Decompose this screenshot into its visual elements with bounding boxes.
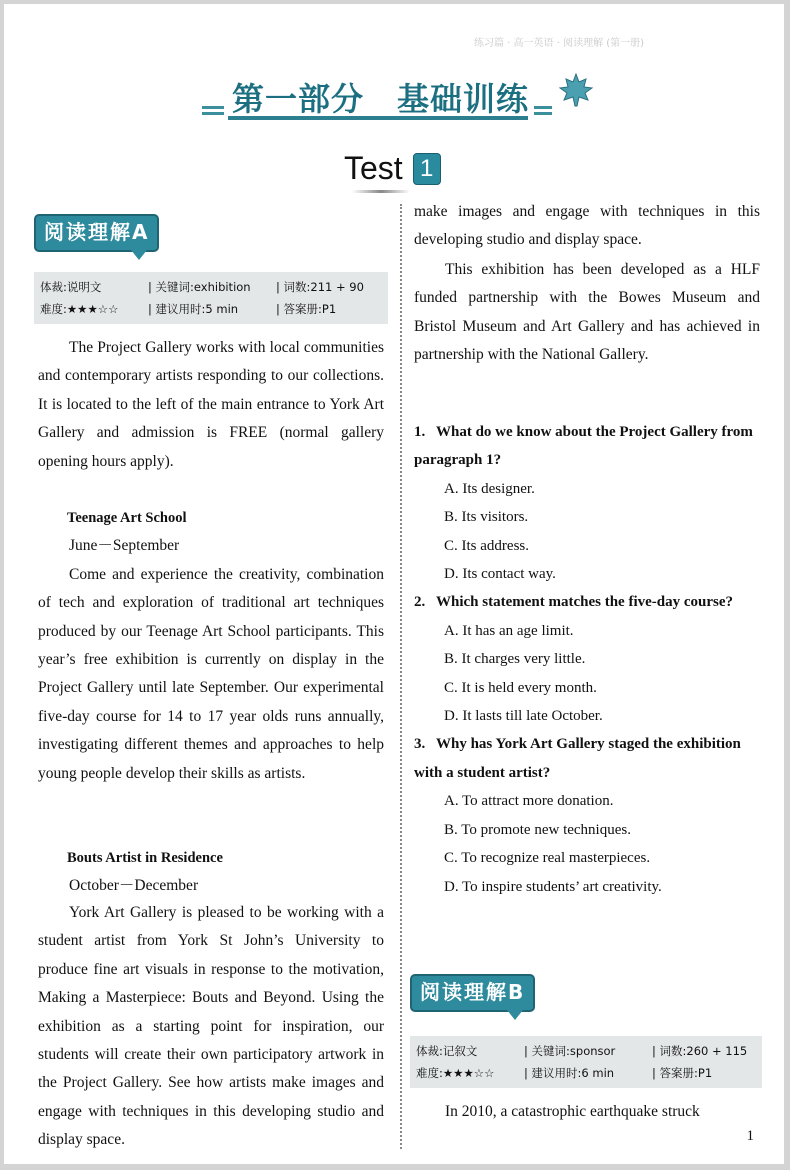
section-b-text: [414, 1098, 760, 1126]
keyword: | 关键词:sponsor: [524, 1044, 616, 1058]
test-heading: [344, 150, 441, 187]
left-column: [38, 334, 384, 901]
option-a[interactable]: A. To attract more donation.: [444, 793, 614, 810]
question-3: [414, 730, 760, 900]
question-number: 1.: [414, 424, 426, 440]
test-label: Test: [344, 150, 403, 186]
option-c[interactable]: C. It is held every month.: [444, 679, 597, 696]
date-range-1: June－September: [69, 537, 180, 555]
option-a[interactable]: A. Its designer.: [444, 480, 535, 497]
date-range-2: October－December: [69, 877, 199, 895]
questions: [414, 418, 760, 901]
info-box-b: [410, 1036, 762, 1088]
page-number: 1: [746, 1128, 754, 1144]
test-number-badge: 1: [413, 153, 441, 185]
difficulty-rating: 难度:★★★☆☆: [416, 1066, 495, 1080]
paragraph-3-continued: make images and engage with techniques in this developing studio and display space.: [414, 203, 760, 249]
word-count: | 词数:211 + 90: [276, 280, 364, 294]
option-c[interactable]: C. To recognize real masterpieces.: [444, 850, 651, 867]
textbook-page: [4, 4, 784, 1164]
keyword: | 关键词:exhibition: [148, 280, 251, 294]
option-b[interactable]: B. Its visitors.: [444, 509, 529, 526]
option-a[interactable]: A. It has an age limit.: [444, 622, 574, 639]
suggested-time: | 建议用时:6 min: [524, 1066, 615, 1080]
question-text: Which statement matches the five-day course?: [436, 594, 734, 611]
question-number: 3.: [414, 736, 426, 753]
part-title: 第一部分 基础训练: [232, 80, 530, 118]
running-head: 练习篇 · 高一英语 · 阅读理解 (第一册): [474, 38, 645, 49]
maple-leaf-icon: [558, 72, 594, 108]
subheading-bouts-artist: Bouts Artist in Residence: [67, 849, 223, 866]
test-underline: [352, 190, 410, 193]
option-c[interactable]: C. Its address.: [444, 537, 529, 554]
suggested-time: | 建议用时:5 min: [148, 302, 239, 316]
paragraph-2: Come and experience the creativity, combination of tech and exploration of traditional art techniques produced by our Teenage Art School participants. This year’s free exhibition is currently on display in the Project Gallery until late September. Our experimental five-day course for 14 to 17 year olds runs annually, investigating different themes and approaches to help young people develop their skills as artists.: [38, 565, 384, 782]
paragraph-3: York Art Gallery is pleased to be working with a student artist from York St John’s University to produce fine art visuals in response to the motivation, Making a Masterpiece: Bouts and Beyond. Using the exhibition as a starting point for inspiration, our students will create their own participatory artwork in the Project Gallery. See how artists make images and engage with techniques in this developing studio and display space.: [38, 904, 384, 1149]
subheading-teenage-art-school: Teenage Art School: [67, 510, 187, 526]
question-1: [414, 418, 760, 588]
question-number: 2.: [414, 594, 426, 611]
section-b-paragraph-1: In 2010, a catastrophic earthquake struck: [445, 1103, 700, 1120]
option-b[interactable]: B. It charges very little.: [444, 651, 586, 668]
genre: 体裁:说明文: [40, 280, 102, 294]
paragraph-1: The Project Gallery works with local communities and contemporary artists responding to our collections. It is located to the left of the main entrance to York Art Gallery and admission is FREE (normal gallery opening hours apply).: [38, 339, 384, 470]
difficulty-rating: 难度:★★★☆☆: [40, 302, 119, 316]
question-text: What do we know about the Project Gallery from paragraph 1?: [414, 424, 753, 469]
answer-reference: | 答案册:P1: [276, 302, 337, 316]
option-d[interactable]: D. It lasts till late October.: [444, 708, 603, 725]
option-b[interactable]: B. To promote new techniques.: [444, 821, 631, 838]
column-divider: [400, 204, 402, 1149]
title-dash-right-2: [534, 112, 552, 115]
title-dash-left-2: [202, 112, 224, 115]
part-title-banner: [202, 76, 594, 126]
question-text: Why has York Art Gallery staged the exhibition with a student artist?: [414, 736, 741, 781]
paragraph-4: This exhibition has been developed as a HLF funded partnership with the Bowes Museum and Bristol Museum and Art Gallery and has achieved in partnership with the National Gallery.: [414, 261, 760, 364]
info-box-a: [34, 272, 388, 324]
paragraph-3-left: [38, 899, 384, 1149]
section-tag-a: 阅读理解A: [34, 214, 159, 252]
option-d[interactable]: D. Its contact way.: [444, 566, 556, 583]
word-count: | 词数:260 + 115: [652, 1044, 748, 1058]
option-d[interactable]: D. To inspire students’ art creativity.: [444, 878, 662, 895]
title-dash-left: [202, 106, 224, 109]
right-column: [414, 198, 760, 370]
section-tag-b: 阅读理解B: [410, 974, 535, 1012]
answer-reference: | 答案册:P1: [652, 1066, 713, 1080]
genre: 体裁:记叙文: [416, 1044, 478, 1058]
question-2: [414, 588, 760, 730]
title-dash-right: [534, 106, 552, 109]
